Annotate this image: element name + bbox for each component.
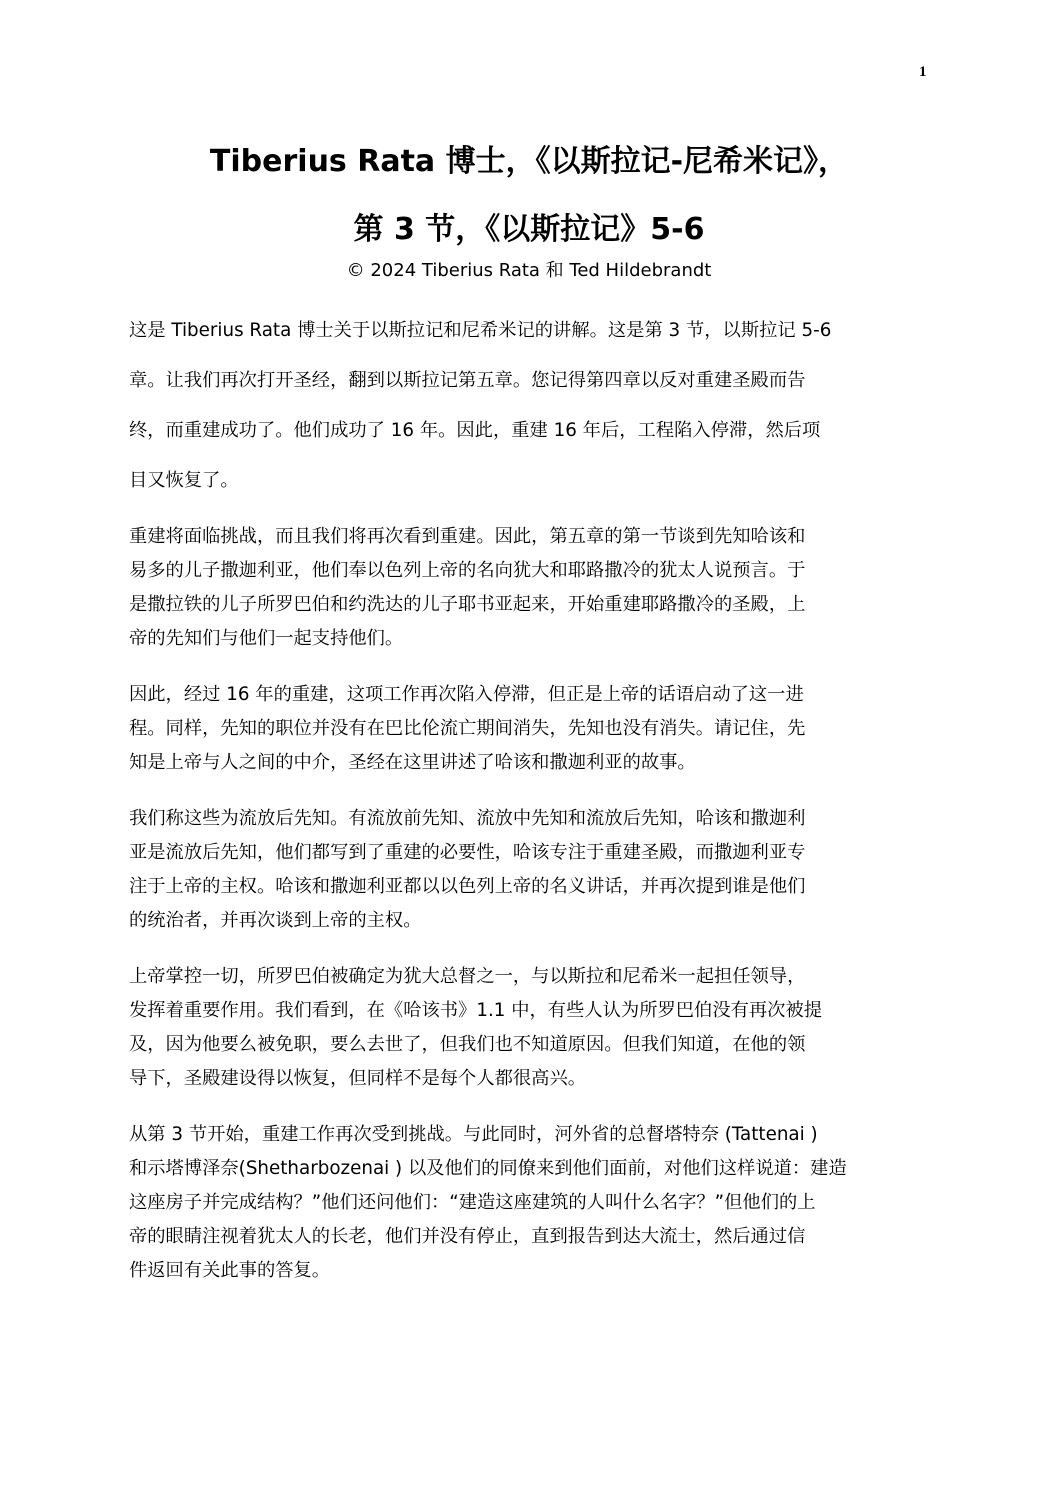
paragraph-3 (129, 678, 929, 780)
copyright-notice: © 2024 Tiberius Rata 和 Ted Hildebrandt (346, 260, 712, 281)
paragraph-line: 这是 Tiberius Rata 博士关于以斯拉记和尼希米记的讲解。这是第 3 节，以斯拉记 5-6 (129, 320, 832, 341)
page-number: 1 (919, 64, 927, 80)
paragraph-line: 终，而重建成功了。他们成功了 16 年。因此，重建 16 年后，工程陷入停滞，然后项 (129, 420, 821, 441)
paragraph-line: 章。让我们再次打开圣经，翻到以斯拉记第五章。您记得第四章以反对重建圣殿而告 (129, 370, 806, 391)
body-text (129, 314, 929, 1310)
paragraph-line: 件返回有关此事的答复。 (129, 1260, 331, 1281)
paragraph-line: 易多的儿子撒迦利亚，他们奉以色列上帝的名向犹大和耶路撒冷的犹太人说预言。于 (129, 560, 806, 581)
paragraph-line: 是撒拉铁的儿子所罗巴伯和约洗达的儿子耶书亚起来，开始重建耶路撒冷的圣殿，上 (129, 594, 806, 615)
title-line-2: 第 3 节，《以斯拉记》5-6 (353, 212, 705, 247)
paragraph-line: 程。同样，先知的职位并没有在巴比伦流亡期间消失，先知也没有消失。请记住，先 (129, 718, 806, 739)
paragraph-line: 从第 3 节开始，重建工作再次受到挑战。与此同时，河外省的总督塔特奈 (Tattenai ) (129, 1124, 818, 1145)
paragraph-1 (129, 314, 929, 498)
paragraph-line: 及，因为他要么被免职，要么去世了，但我们也不知道原因。但我们知道，在他的领 (129, 1034, 806, 1055)
paragraph-line: 注于上帝的主权。哈该和撒迦利亚都以以色列上帝的名义讲话，并再次提到谁是他们 (129, 876, 806, 897)
paragraph-line: 导下，圣殿建设得以恢复，但同样不是每个人都很高兴。 (129, 1068, 587, 1089)
paragraph-4 (129, 802, 929, 938)
paragraph-line: 知是上帝与人之间的中介，圣经在这里讲述了哈该和撒迦利亚的故事。 (129, 752, 696, 773)
paragraph-line: 因此，经过 16 年的重建，这项工作再次陷入停滞，但正是上帝的话语启动了这一进 (129, 684, 804, 705)
paragraph-line: 帝的先知们与他们一起支持他们。 (129, 628, 404, 649)
paragraph-line: 重建将面临挑战，而且我们将再次看到重建。因此，第五章的第一节谈到先知哈该和 (129, 526, 806, 547)
paragraph-line: 亚是流放后先知，他们都写到了重建的必要性，哈该专注于重建圣殿，而撒迦利亚专 (129, 842, 806, 863)
paragraph-line: 我们称这些为流放后先知。有流放前先知、流放中先知和流放后先知，哈该和撒迦利 (129, 808, 806, 829)
paragraph-line: 这座房子并完成结构？”他们还问他们：“建造这座建筑的人叫什么名字？”但他们的上 (129, 1192, 816, 1213)
paragraph-line: 发挥着重要作用。我们看到，在《哈该书》1.1 中，有些人认为所罗巴伯没有再次被提 (129, 1000, 823, 1021)
paragraph-line: 的统治者，并再次谈到上帝的主权。 (129, 910, 422, 931)
paragraph-line: 目又恢复了。 (129, 470, 239, 491)
paragraph-line: 上帝掌控一切，所罗巴伯被确定为犹大总督之一，与以斯拉和尼希米一起担任领导， (129, 966, 806, 987)
paragraph-line: 帝的眼睛注视着犹太人的长老，他们并没有停止，直到报告到达大流士，然后通过信 (129, 1226, 806, 1247)
paragraph-6 (129, 1118, 929, 1288)
title-line-1: Tiberius Rata 博士，《以斯拉记-尼希米记》， (209, 144, 849, 179)
paragraph-line: 和示塔博泽奈(Shetharbozenai ) 以及他们的同僚来到他们面前，对他们这样说道：建造 (129, 1158, 847, 1179)
paragraph-2 (129, 520, 929, 656)
paragraph-5 (129, 960, 929, 1096)
